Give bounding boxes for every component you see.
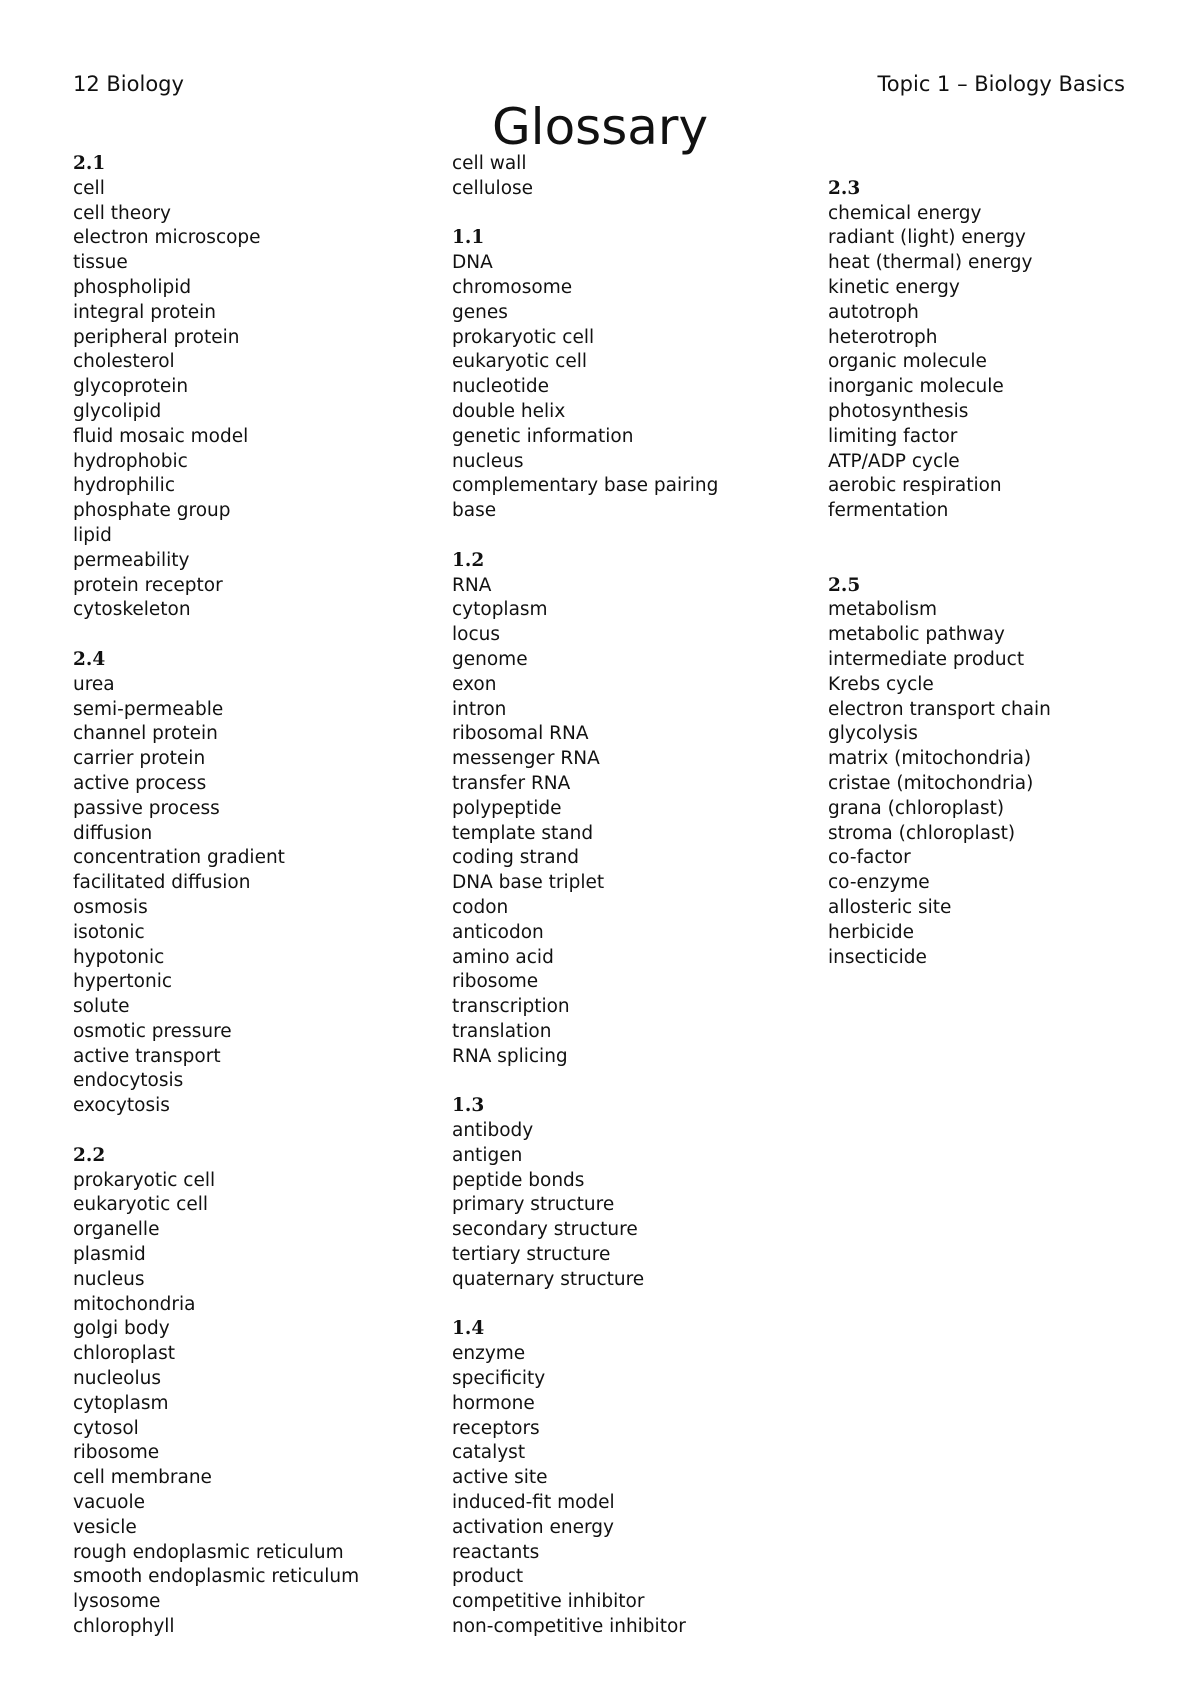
glossary-term: primary structure xyxy=(452,1194,615,1216)
glossary-column-3 xyxy=(828,152,1051,970)
glossary-term: facilitated diffusion xyxy=(73,872,251,894)
glossary-term: vacuole xyxy=(73,1492,146,1514)
glossary-term: template stand xyxy=(452,822,594,844)
glossary-term: ATP/ADP cycle xyxy=(828,450,960,472)
glossary-term: carrier protein xyxy=(73,748,206,770)
glossary-term: heterotroph xyxy=(828,326,938,348)
glossary-term: genetic information xyxy=(452,425,634,447)
glossary-term: ribosome xyxy=(452,971,539,993)
glossary-term: metabolism xyxy=(828,599,937,621)
glossary-term: activation energy xyxy=(452,1516,614,1538)
glossary-term: eukaryotic cell xyxy=(73,1194,208,1216)
glossary-term: tertiary structure xyxy=(452,1244,611,1266)
glossary-term: transfer RNA xyxy=(452,772,571,794)
glossary-term: cytoskeleton xyxy=(73,599,191,621)
glossary-term: catalyst xyxy=(452,1442,526,1464)
glossary-term: enzyme xyxy=(452,1343,526,1365)
glossary-term: prokaryotic cell xyxy=(452,326,595,348)
glossary-term: glycolysis xyxy=(828,723,918,745)
glossary-term: co-enzyme xyxy=(828,872,930,894)
section-gap xyxy=(452,524,718,549)
glossary-term: non-competitive inhibitor xyxy=(452,1616,686,1638)
glossary-term: osmosis xyxy=(73,896,148,918)
glossary-term: transcription xyxy=(452,996,570,1018)
glossary-term: permeability xyxy=(73,549,190,571)
glossary-term: cell membrane xyxy=(73,1467,212,1489)
glossary-term: product xyxy=(452,1566,524,1588)
section-heading: 2.2 xyxy=(73,1144,106,1166)
glossary-term: phosphate group xyxy=(73,500,231,522)
glossary-column-2 xyxy=(452,152,718,1640)
glossary-term: quaternary structure xyxy=(452,1268,645,1290)
section-gap xyxy=(828,524,1051,574)
section-gap xyxy=(452,1293,718,1318)
glossary-term: DNA xyxy=(452,252,493,274)
section-gap xyxy=(452,1069,718,1094)
glossary-term: lipid xyxy=(73,524,112,546)
glossary-section xyxy=(452,1317,718,1639)
glossary-term: co-factor xyxy=(828,847,911,869)
glossary-term: RNA splicing xyxy=(452,1045,568,1067)
glossary-term: vesicle xyxy=(73,1516,137,1538)
section-heading: 2.3 xyxy=(828,177,861,199)
glossary-term: kinetic energy xyxy=(828,276,960,298)
glossary-section xyxy=(73,648,359,1119)
glossary-term: nucleus xyxy=(452,450,524,472)
glossary-term: chemical energy xyxy=(828,202,982,224)
glossary-term: golgi body xyxy=(73,1318,170,1340)
glossary-term: amino acid xyxy=(452,946,554,968)
glossary-term: phospholipid xyxy=(73,276,192,298)
glossary-term: cell xyxy=(73,177,105,199)
section-heading: 2.4 xyxy=(73,648,106,670)
glossary-term: chromosome xyxy=(452,276,573,298)
glossary-term: stroma (chloroplast) xyxy=(828,822,1016,844)
glossary-term: peripheral protein xyxy=(73,326,240,348)
glossary-term: RNA xyxy=(452,574,492,596)
glossary-term: antibody xyxy=(452,1120,534,1142)
glossary-term: aerobic respiration xyxy=(828,475,1002,497)
glossary-term: Krebs cycle xyxy=(828,673,934,695)
glossary-term: chloroplast xyxy=(73,1343,175,1365)
glossary-term: specificity xyxy=(452,1368,546,1390)
section-heading: 1.2 xyxy=(452,549,485,571)
glossary-term: complementary base pairing xyxy=(452,475,719,497)
glossary-term: cell wall xyxy=(452,153,527,174)
glossary-term: integral protein xyxy=(73,301,216,323)
glossary-term: active transport xyxy=(73,1045,221,1067)
glossary-term: mitochondria xyxy=(73,1293,196,1315)
glossary-term: competitive inhibitor xyxy=(452,1591,645,1613)
glossary-term: concentration gradient xyxy=(73,847,285,869)
glossary-term: lysosome xyxy=(73,1591,161,1613)
glossary-term: cell theory xyxy=(73,202,171,224)
section-heading: 1.1 xyxy=(452,227,485,249)
section-gap xyxy=(73,1119,359,1144)
glossary-term: chlorophyll xyxy=(73,1616,175,1638)
glossary-term: grana (chloroplast) xyxy=(828,797,1005,819)
section-heading: 2.5 xyxy=(828,574,861,596)
glossary-term: channel protein xyxy=(73,723,218,745)
glossary-term: genes xyxy=(452,301,508,323)
glossary-term: photosynthesis xyxy=(828,400,969,422)
glossary-term: electron microscope xyxy=(73,227,261,249)
glossary-term: cytoplasm xyxy=(452,599,548,621)
glossary-term: glycoprotein xyxy=(73,376,189,398)
glossary-section xyxy=(452,226,718,524)
glossary-term: radiant (light) energy xyxy=(828,227,1026,249)
section-heading: 1.3 xyxy=(452,1095,485,1117)
glossary-term: ribosome xyxy=(73,1442,160,1464)
glossary-term: electron transport chain xyxy=(828,698,1051,720)
glossary-term: double helix xyxy=(452,400,566,422)
glossary-term: active site xyxy=(452,1467,548,1489)
glossary-term: exocytosis xyxy=(73,1095,170,1117)
page-title: Glossary xyxy=(491,98,709,156)
glossary-section xyxy=(452,549,718,1070)
glossary-column-1 xyxy=(73,152,359,1640)
glossary-term: metabolic pathway xyxy=(828,624,1005,646)
glossary-term: base xyxy=(452,500,497,522)
glossary-term: reactants xyxy=(452,1541,540,1563)
glossary-term: exon xyxy=(452,673,497,695)
glossary-term: hydrophilic xyxy=(73,475,175,497)
glossary-term: peptide bonds xyxy=(452,1169,585,1191)
glossary-term: allosteric site xyxy=(828,896,952,918)
glossary-term: cristae (mitochondria) xyxy=(828,772,1034,794)
glossary-term: rough endoplasmic reticulum xyxy=(73,1541,344,1563)
glossary-term: semi-permeable xyxy=(73,698,224,720)
section-gap xyxy=(452,202,718,227)
glossary-term: plasmid xyxy=(73,1244,146,1266)
glossary-term: glycolipid xyxy=(73,400,162,422)
glossary-term: messenger RNA xyxy=(452,748,600,770)
glossary-term: solute xyxy=(73,996,130,1018)
glossary-section xyxy=(73,152,359,623)
glossary-term: matrix (mitochondria) xyxy=(828,748,1032,770)
glossary-term: nucleotide xyxy=(452,376,549,398)
glossary-term: locus xyxy=(452,624,500,646)
glossary-term: autotroph xyxy=(828,301,919,323)
glossary-section xyxy=(828,177,1051,524)
glossary-section xyxy=(828,574,1051,971)
glossary-term: induced-fit model xyxy=(452,1492,615,1514)
glossary-term: urea xyxy=(73,673,115,695)
glossary-term: smooth endoplasmic reticulum xyxy=(73,1566,360,1588)
glossary-term: ribosomal RNA xyxy=(452,723,589,745)
glossary-term: fluid mosaic model xyxy=(73,425,249,447)
glossary-term: passive process xyxy=(73,797,220,819)
glossary-term: organelle xyxy=(73,1219,160,1241)
glossary-term: nucleus xyxy=(73,1268,145,1290)
glossary-term: cellulose xyxy=(452,177,534,199)
header-topic: Topic 1 – Biology Basics xyxy=(877,72,1125,96)
section-heading: 2.1 xyxy=(73,153,106,174)
section-gap xyxy=(828,152,1051,177)
header-course: 12 Biology xyxy=(73,72,184,96)
glossary-term: eukaryotic cell xyxy=(452,351,587,373)
glossary-term: receptors xyxy=(452,1417,540,1439)
glossary-term: insecticide xyxy=(828,946,927,968)
glossary-term: tissue xyxy=(73,252,128,274)
glossary-term: protein receptor xyxy=(73,574,223,596)
glossary-term: codon xyxy=(452,896,509,918)
glossary-term: active process xyxy=(73,772,207,794)
glossary-section xyxy=(73,1144,359,1640)
section-gap xyxy=(73,623,359,648)
glossary-term: cholesterol xyxy=(73,351,175,373)
glossary-term: heat (thermal) energy xyxy=(828,252,1033,274)
glossary-term: translation xyxy=(452,1020,552,1042)
glossary-term: secondary structure xyxy=(452,1219,638,1241)
glossary-term: intron xyxy=(452,698,507,720)
glossary-term: intermediate product xyxy=(828,648,1025,670)
glossary-term: isotonic xyxy=(73,921,145,943)
glossary-term: hormone xyxy=(452,1392,535,1414)
glossary-term: polypeptide xyxy=(452,797,562,819)
glossary-term: genome xyxy=(452,648,528,670)
glossary-term: DNA base triplet xyxy=(452,872,605,894)
glossary-term: cytosol xyxy=(73,1417,139,1439)
glossary-term: limiting factor xyxy=(828,425,958,447)
glossary-term: endocytosis xyxy=(73,1070,184,1092)
glossary-term: prokaryotic cell xyxy=(73,1169,216,1191)
glossary-term: fermentation xyxy=(828,500,949,522)
glossary-term: antigen xyxy=(452,1144,523,1166)
glossary-term: nucleolus xyxy=(73,1368,161,1390)
glossary-term: hydrophobic xyxy=(73,450,188,472)
glossary-term: anticodon xyxy=(452,921,544,943)
glossary-term: cytoplasm xyxy=(73,1392,169,1414)
glossary-term: osmotic pressure xyxy=(73,1020,232,1042)
glossary-term: coding strand xyxy=(452,847,580,869)
glossary-term: hypertonic xyxy=(73,971,173,993)
section-heading: 1.4 xyxy=(452,1318,485,1340)
glossary-term: inorganic molecule xyxy=(828,376,1004,398)
glossary-term: herbicide xyxy=(828,921,915,943)
glossary-section xyxy=(452,1094,718,1292)
glossary-term: hypotonic xyxy=(73,946,165,968)
glossary-term: organic molecule xyxy=(828,351,987,373)
glossary-term: diffusion xyxy=(73,822,153,844)
